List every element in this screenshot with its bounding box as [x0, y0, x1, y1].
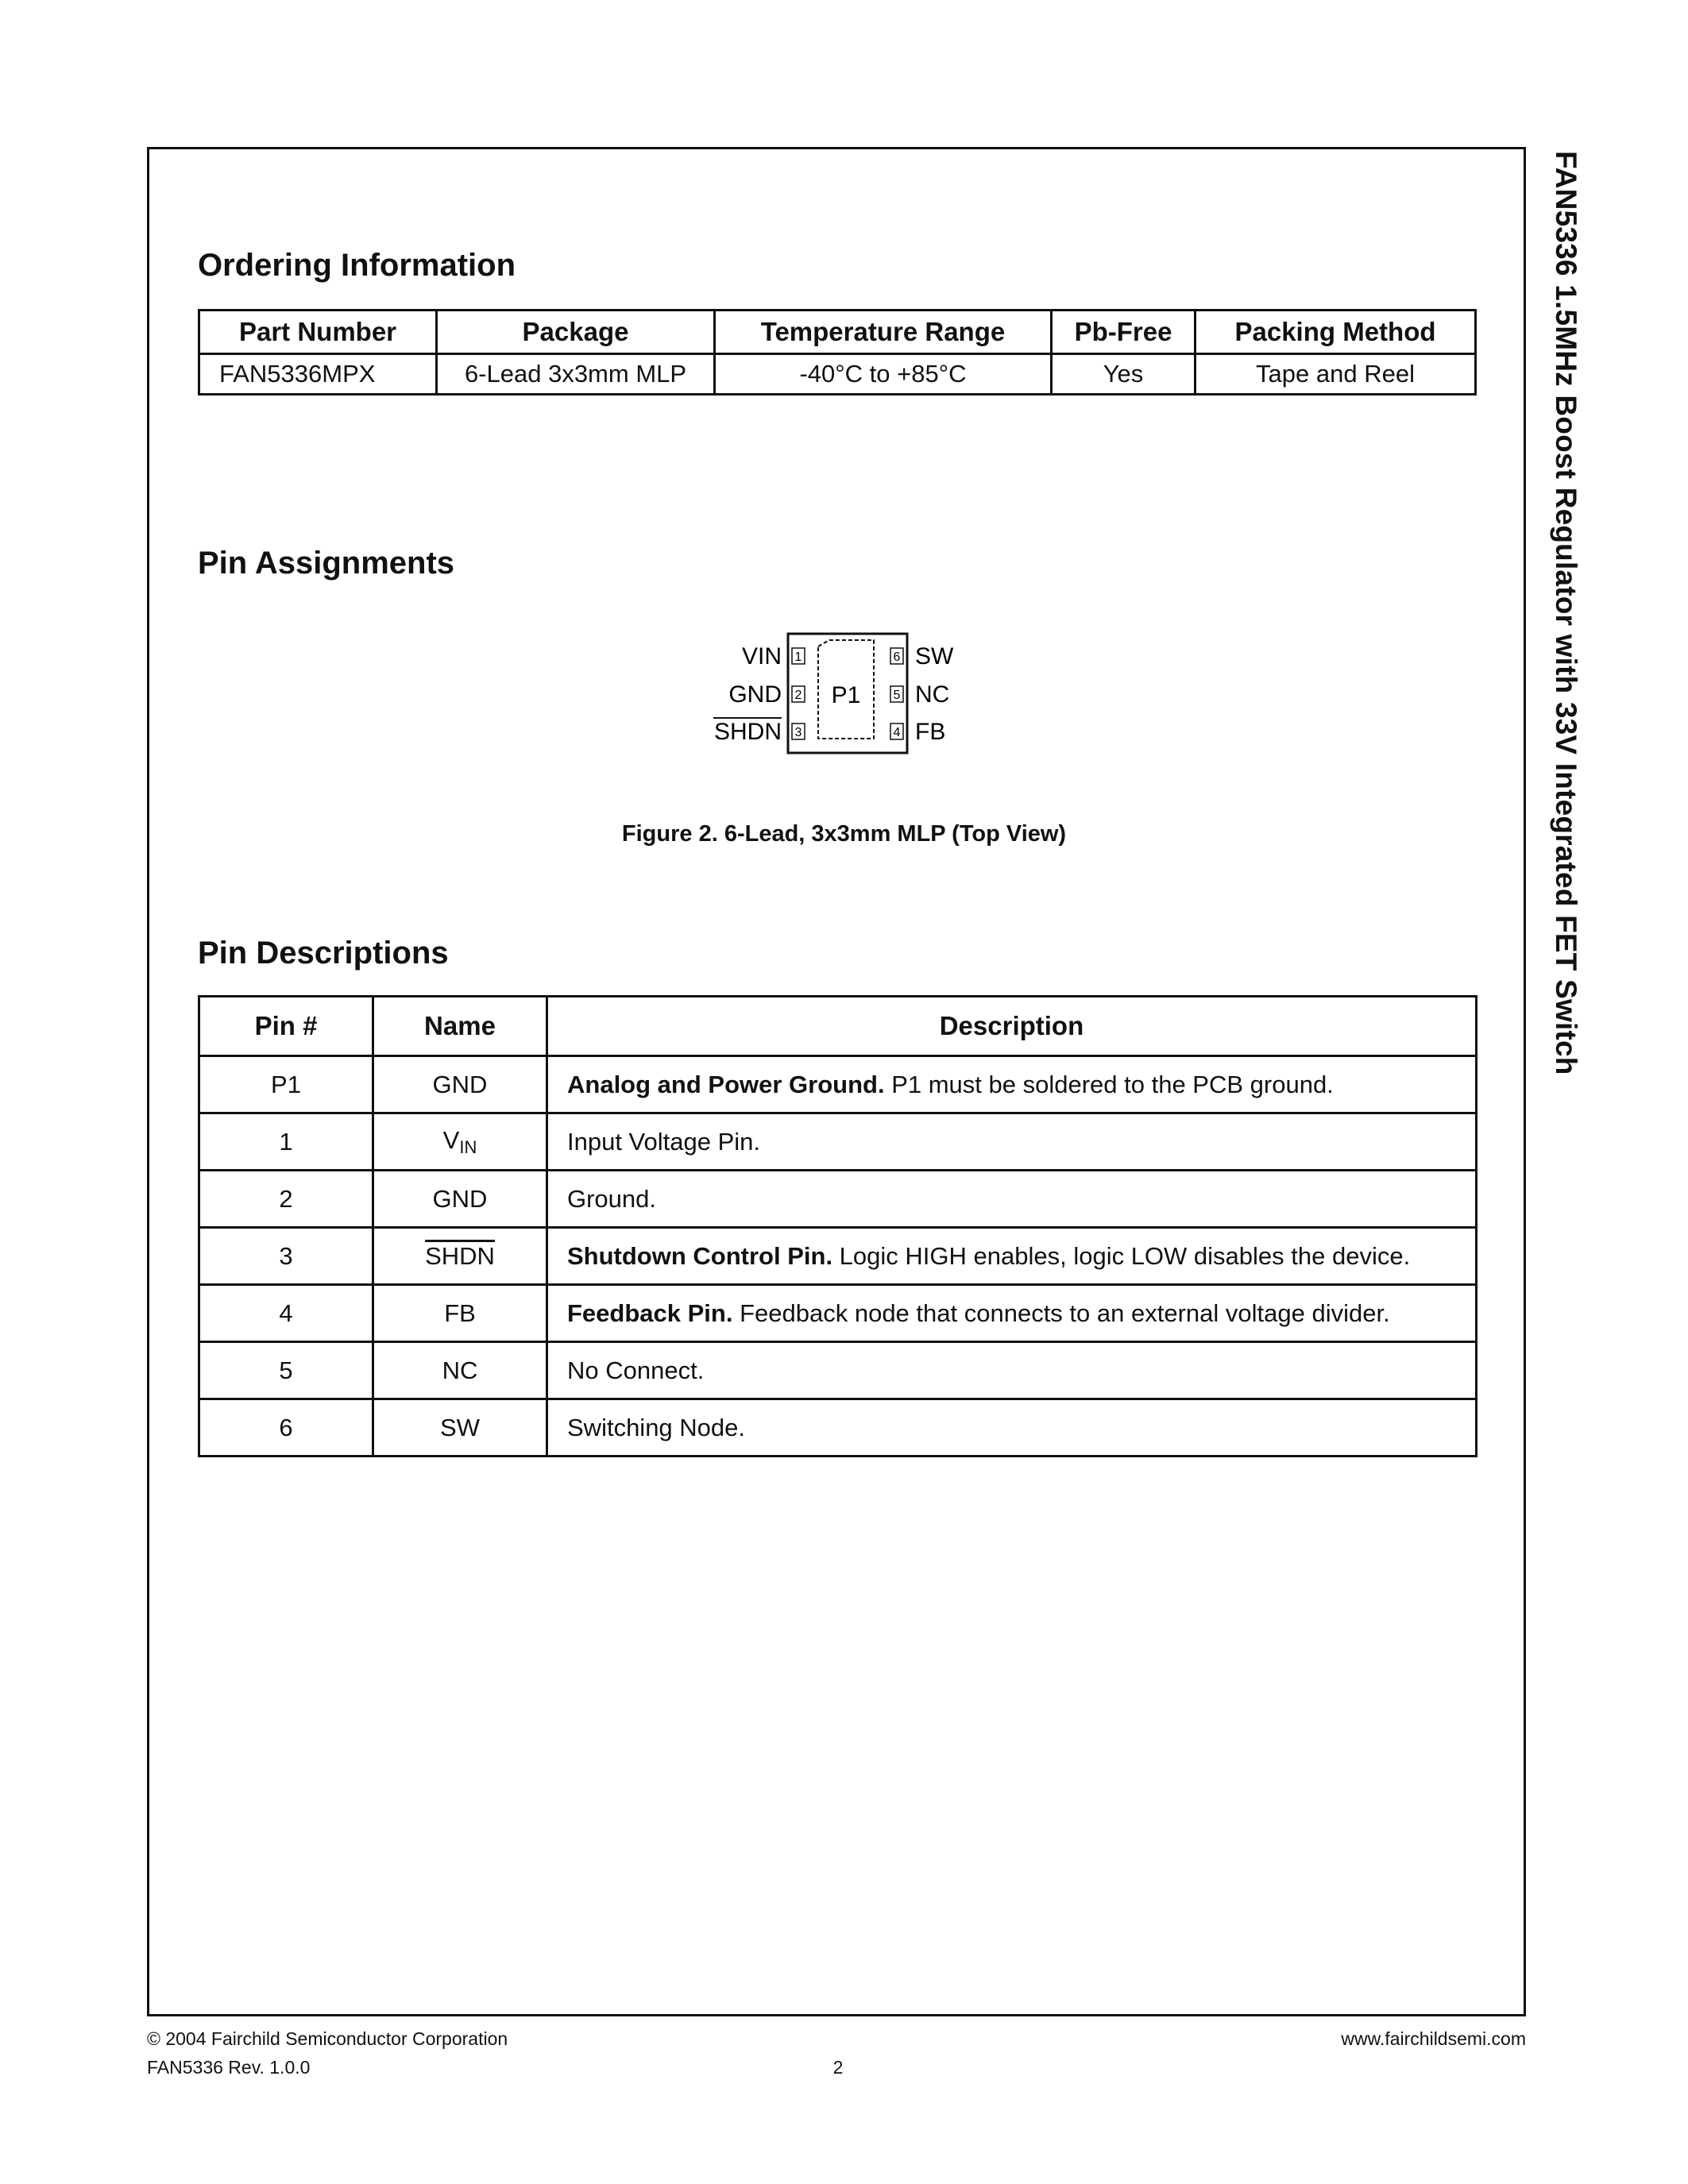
- pin-number-3: 3: [794, 726, 802, 739]
- name-main: V: [442, 1125, 460, 1154]
- description-text: P1 must be soldered to the PCB ground.: [884, 1070, 1334, 1098]
- pin-assignments-heading: Pin Assignments: [198, 546, 455, 581]
- col-package: Package: [437, 311, 715, 354]
- description-cell: [547, 1228, 1477, 1285]
- description-text: Input Voltage Pin.: [567, 1127, 761, 1156]
- col-pin: Pin #: [199, 997, 373, 1056]
- col-description: Description: [547, 997, 1477, 1056]
- footer-revision: FAN5336 Rev. 1.0.0: [147, 2057, 311, 2078]
- name-subscript: IN: [459, 1136, 477, 1157]
- table-row: [199, 1228, 1477, 1285]
- pin-label-fb: FB: [915, 719, 946, 745]
- footer-page-number: 2: [832, 2057, 844, 2078]
- pin-cell: 1: [199, 1113, 373, 1171]
- name-cell: [373, 1113, 547, 1171]
- description-bold: Feedback Pin.: [567, 1298, 733, 1327]
- col-name: Name: [373, 997, 547, 1056]
- cell-package: 6-Lead 3x3mm MLP: [437, 354, 715, 395]
- pin-descriptions-heading: Pin Descriptions: [198, 936, 449, 970]
- table-row: [199, 1285, 1477, 1342]
- description-cell: [547, 1171, 1477, 1228]
- package-diagram: [699, 627, 969, 762]
- table-row: [199, 1171, 1477, 1228]
- description-cell: [547, 1399, 1477, 1457]
- pin-number-5: 5: [893, 689, 901, 702]
- cell-pb-free: Yes: [1052, 354, 1196, 395]
- name-cell: NC: [373, 1342, 547, 1399]
- cell-part-number: FAN5336MPX: [199, 354, 437, 395]
- pin-label-nc: NC: [915, 681, 950, 708]
- side-title: [1549, 151, 1597, 1183]
- cell-packing: Tape and Reel: [1196, 354, 1476, 395]
- description-text: Ground.: [567, 1184, 657, 1213]
- name-overlined: SHDN: [425, 1241, 495, 1270]
- ordering-row: [199, 354, 1476, 395]
- footer-website-link[interactable]: www.fairchildsemi.com: [1341, 2028, 1526, 2049]
- pin-number-6: 6: [893, 650, 901, 664]
- cell-temperature: -40°C to +85°C: [715, 354, 1052, 395]
- pin-label-gnd: GND: [728, 681, 782, 708]
- pin-label-vin: VIN: [741, 643, 782, 669]
- description-cell: [547, 1113, 1477, 1171]
- table-row: [199, 1056, 1477, 1113]
- pin-number-4: 4: [893, 726, 901, 739]
- pin-header-row: [199, 997, 1477, 1056]
- table-row: [199, 1113, 1477, 1171]
- name-cell: FB: [373, 1285, 547, 1342]
- name-cell: SW: [373, 1399, 547, 1457]
- description-text: No Connect.: [567, 1356, 705, 1384]
- description-cell: [547, 1342, 1477, 1399]
- pad-label: P1: [831, 682, 861, 708]
- pin-cell: 5: [199, 1342, 373, 1399]
- pin-number-1: 1: [794, 650, 802, 664]
- ordering-header-row: [199, 311, 1476, 354]
- ordering-heading: Ordering Information: [198, 248, 516, 283]
- col-temperature: Temperature Range: [715, 311, 1052, 354]
- table-row: [199, 1342, 1477, 1399]
- pin-descriptions-table: [198, 995, 1477, 1457]
- pin-cell: 4: [199, 1285, 373, 1342]
- figure-caption: Figure 2. 6-Lead, 3x3mm MLP (Top View): [621, 821, 1067, 847]
- name-cell: GND: [373, 1056, 547, 1113]
- col-part-number: Part Number: [199, 311, 437, 354]
- description-cell: [547, 1056, 1477, 1113]
- pin-cell: 2: [199, 1171, 373, 1228]
- pin-cell: 3: [199, 1228, 373, 1285]
- description-cell: [547, 1285, 1477, 1342]
- description-text: Feedback node that connects to an external voltage divider.: [732, 1298, 1390, 1327]
- col-pb-free: Pb-Free: [1052, 311, 1196, 354]
- footer-copyright: © 2004 Fairchild Semiconductor Corporation: [147, 2028, 508, 2049]
- description-bold: Analog and Power Ground.: [567, 1070, 885, 1098]
- col-packing: Packing Method: [1196, 311, 1476, 354]
- ordering-table: [198, 309, 1477, 396]
- pin-number-2: 2: [794, 689, 802, 702]
- name-cell: [373, 1228, 547, 1285]
- pin-cell: P1: [199, 1056, 373, 1113]
- table-row: [199, 1399, 1477, 1457]
- pin-cell: 6: [199, 1399, 373, 1457]
- pin-label-shdn: SHDN: [713, 719, 782, 745]
- side-title-text: FAN5336 1.5MHz Boost Regulator with 33V Integrated FET Switch: [1550, 151, 1582, 1075]
- description-text: Switching Node.: [567, 1413, 746, 1441]
- description-bold: Shutdown Control Pin.: [567, 1241, 833, 1270]
- name-cell: GND: [373, 1171, 547, 1228]
- description-text: Logic HIGH enables, logic LOW disables the device.: [832, 1241, 1411, 1270]
- pin-label-sw: SW: [915, 643, 954, 669]
